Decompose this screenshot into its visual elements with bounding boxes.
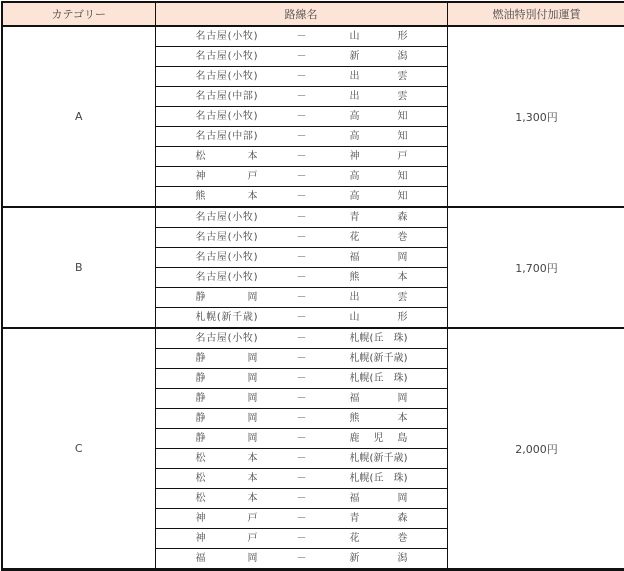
route-origin: 名古屋(小牧) <box>195 31 258 42</box>
route-destination: 青 森 <box>349 513 408 524</box>
table-header-row <box>2 2 624 26</box>
route-destination: 札幌(丘 珠) <box>349 473 408 484</box>
route-separator: － <box>296 272 307 283</box>
route-separator: － <box>296 151 307 162</box>
route-cell <box>155 187 447 208</box>
route-destination: 出 雲 <box>349 292 408 303</box>
route-destination: 花 巻 <box>349 232 408 243</box>
route-origin: 神 戸 <box>195 513 258 524</box>
route-separator: － <box>296 373 307 384</box>
route-separator: － <box>296 212 307 223</box>
route-origin: 静 岡 <box>195 353 258 364</box>
route-separator: － <box>296 131 307 142</box>
route-cell <box>155 349 447 369</box>
route-cell <box>155 26 447 47</box>
route-cell <box>155 369 447 389</box>
route-destination: 札幌(丘 珠) <box>349 373 408 384</box>
route-cell <box>155 167 447 187</box>
route-destination: 高 知 <box>349 171 408 182</box>
route-separator: － <box>296 353 307 364</box>
route-destination: 出 雲 <box>349 71 408 82</box>
route-separator: － <box>296 393 307 404</box>
route-destination: 高 知 <box>349 131 408 142</box>
route-separator: － <box>296 252 307 263</box>
route-separator: － <box>296 333 307 344</box>
route-destination: 神 戸 <box>349 151 408 162</box>
route-cell <box>155 87 447 107</box>
route-cell <box>155 549 447 570</box>
table-row <box>2 328 624 349</box>
route-separator: － <box>296 533 307 544</box>
category-cell: C <box>2 328 155 570</box>
route-cell <box>155 107 447 127</box>
route-origin: 名古屋(小牧) <box>195 111 258 122</box>
route-destination: 熊 本 <box>349 272 408 283</box>
route-origin: 神 戸 <box>195 533 258 544</box>
route-origin: 静 岡 <box>195 373 258 384</box>
route-cell <box>155 489 447 509</box>
route-destination: 山 形 <box>349 31 408 42</box>
route-destination: 高 知 <box>349 191 408 202</box>
route-cell <box>155 429 447 449</box>
route-destination: 山 形 <box>349 312 408 323</box>
route-cell <box>155 47 447 67</box>
route-origin: 札幌(新千歳) <box>195 312 258 323</box>
route-cell <box>155 409 447 429</box>
route-cell <box>155 449 447 469</box>
route-destination: 福 岡 <box>349 393 408 404</box>
fuel-surcharge-table <box>1 1 624 571</box>
route-destination: 札幌(新千歳) <box>349 453 408 464</box>
header-category: カテゴリー <box>2 2 155 26</box>
route-origin: 名古屋(中部) <box>195 131 258 142</box>
route-origin: 静 岡 <box>195 413 258 424</box>
table-body <box>2 26 624 570</box>
category-cell: B <box>2 207 155 328</box>
route-destination: 福 岡 <box>349 493 408 504</box>
route-destination: 札幌(丘 珠) <box>349 333 408 344</box>
route-cell <box>155 308 447 329</box>
route-origin: 松 本 <box>195 473 258 484</box>
route-separator: － <box>296 91 307 102</box>
route-cell <box>155 389 447 409</box>
route-separator: － <box>296 292 307 303</box>
route-separator: － <box>296 413 307 424</box>
route-separator: － <box>296 493 307 504</box>
table-row <box>2 26 624 47</box>
route-cell <box>155 328 447 349</box>
route-separator: － <box>296 31 307 42</box>
route-cell <box>155 207 447 228</box>
route-origin: 静 岡 <box>195 433 258 444</box>
surcharge-cell: 2,000円 <box>447 328 624 570</box>
route-separator: － <box>296 232 307 243</box>
route-origin: 名古屋(小牧) <box>195 232 258 243</box>
route-cell <box>155 509 447 529</box>
route-cell <box>155 268 447 288</box>
surcharge-cell: 1,700円 <box>447 207 624 328</box>
route-origin: 名古屋(中部) <box>195 91 258 102</box>
route-separator: － <box>296 453 307 464</box>
header-route-name: 路線名 <box>155 2 447 26</box>
route-destination: 新 潟 <box>349 553 408 564</box>
route-destination: 鹿 児 島 <box>349 433 408 444</box>
route-separator: － <box>296 191 307 202</box>
route-cell <box>155 529 447 549</box>
route-origin: 名古屋(小牧) <box>195 252 258 263</box>
route-origin: 名古屋(小牧) <box>195 272 258 283</box>
route-destination: 花 巻 <box>349 533 408 544</box>
route-separator: － <box>296 111 307 122</box>
surcharge-cell: 1,300円 <box>447 26 624 207</box>
route-origin: 松 本 <box>195 493 258 504</box>
route-origin: 名古屋(小牧) <box>195 71 258 82</box>
route-cell <box>155 147 447 167</box>
route-destination: 熊 本 <box>349 413 408 424</box>
header-fuel-surcharge: 燃油特別付加運賃 <box>447 2 624 26</box>
route-cell <box>155 288 447 308</box>
route-separator: － <box>296 51 307 62</box>
route-destination: 福 岡 <box>349 252 408 263</box>
route-separator: － <box>296 473 307 484</box>
route-destination: 出 雲 <box>349 91 408 102</box>
route-destination: 新 潟 <box>349 51 408 62</box>
route-origin: 熊 本 <box>195 191 258 202</box>
route-destination: 札幌(新千歳) <box>349 353 408 364</box>
route-origin: 静 岡 <box>195 292 258 303</box>
route-origin: 福 岡 <box>195 553 258 564</box>
route-cell <box>155 127 447 147</box>
route-origin: 名古屋(小牧) <box>195 212 258 223</box>
route-separator: － <box>296 171 307 182</box>
route-origin: 松 本 <box>195 453 258 464</box>
route-origin: 松 本 <box>195 151 258 162</box>
route-origin: 名古屋(小牧) <box>195 51 258 62</box>
route-destination: 高 知 <box>349 111 408 122</box>
route-separator: － <box>296 553 307 564</box>
route-origin: 神 戸 <box>195 171 258 182</box>
route-destination: 青 森 <box>349 212 408 223</box>
route-separator: － <box>296 312 307 323</box>
table-row <box>2 207 624 228</box>
route-cell <box>155 67 447 87</box>
route-separator: － <box>296 513 307 524</box>
route-cell <box>155 248 447 268</box>
route-separator: － <box>296 433 307 444</box>
route-cell <box>155 469 447 489</box>
route-cell <box>155 228 447 248</box>
route-origin: 静 岡 <box>195 393 258 404</box>
route-origin: 名古屋(小牧) <box>195 333 258 344</box>
route-separator: － <box>296 71 307 82</box>
category-cell: A <box>2 26 155 207</box>
